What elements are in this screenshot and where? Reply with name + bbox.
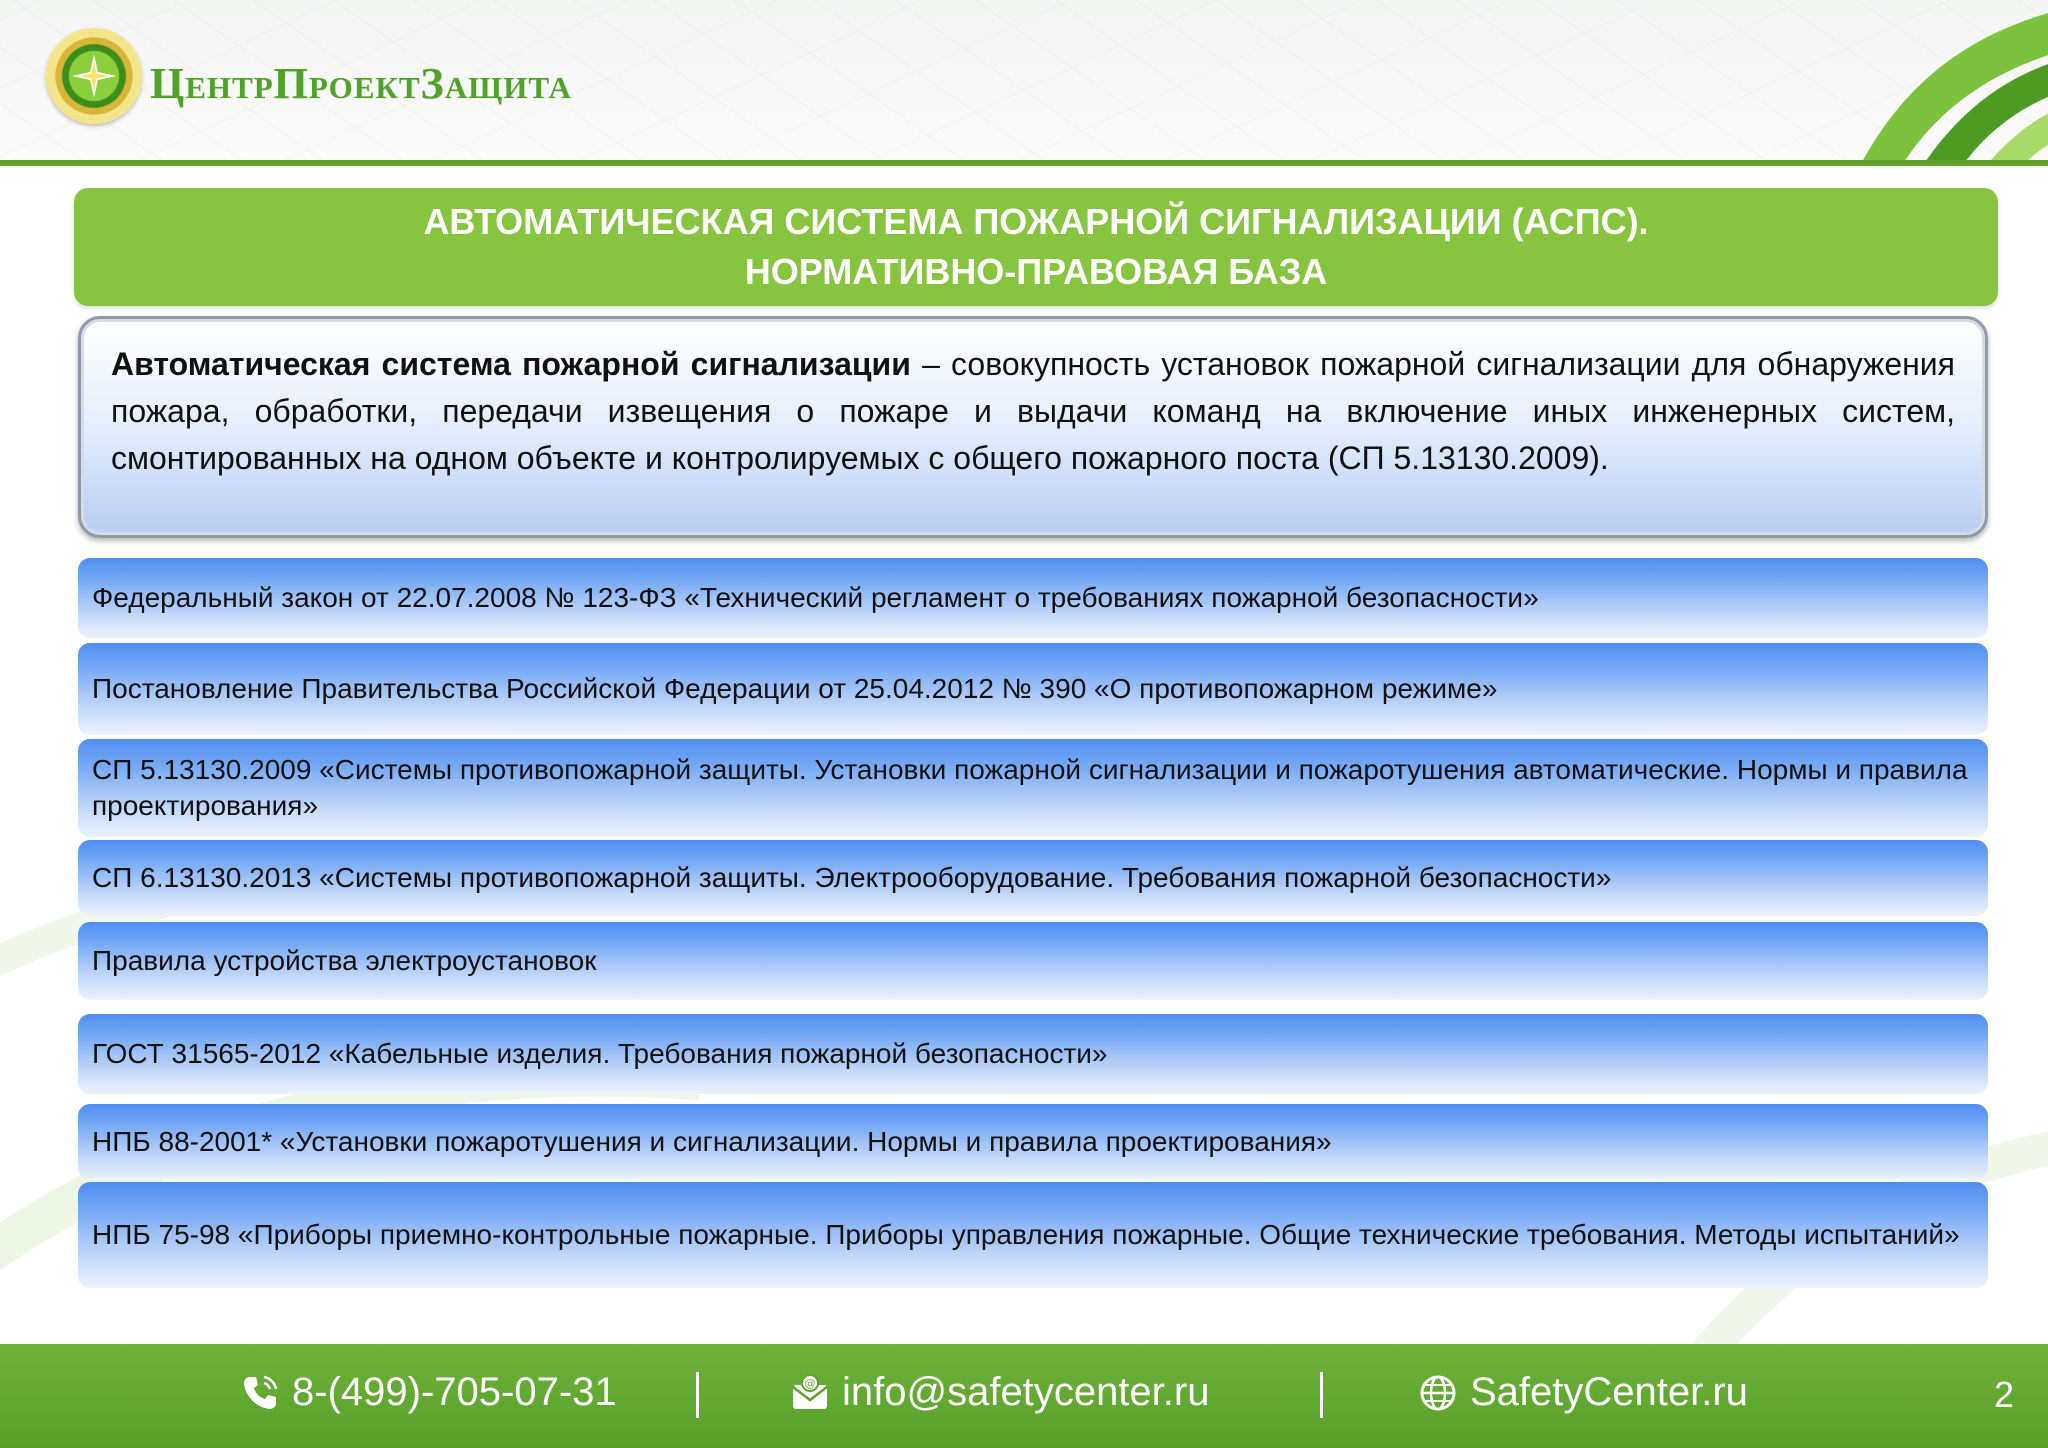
header: [0, 0, 2048, 166]
footer-website: [1418, 1370, 1748, 1415]
slide-title: [74, 188, 1998, 306]
decorative-swoosh: [1808, 0, 2048, 166]
document-item: [78, 922, 1988, 1000]
document-item: [78, 1104, 1988, 1180]
svg-text:@: @: [804, 1376, 816, 1390]
document-item: [78, 558, 1988, 638]
document-text: Федеральный закон от 22.07.2008 № 123-ФЗ «Технический регламент о требованиях пожарной безопасности»: [92, 582, 1539, 613]
definition-term: Автоматическая система пожарной сигнализации: [111, 346, 911, 382]
title-line-1: АВТОМАТИЧЕСКАЯ СИСТЕМА ПОЖАРНОЙ СИГНАЛИЗАЦИИ (АСПС).: [423, 201, 1649, 242]
phone-number[interactable]: 8-(499)-705-07-31: [292, 1370, 617, 1414]
website-link[interactable]: SafetyCenter.ru: [1470, 1370, 1748, 1414]
page-number: 2: [1993, 1374, 2014, 1415]
document-text: СП 6.13130.2013 «Системы противопожарной защиты. Электрооборудование. Требования пожарной безопасности»: [92, 862, 1612, 893]
document-text: НПБ 75-98 «Приборы приемно-контрольные пожарные. Приборы управления пожарные. Общие технические требования. Методы испытаний»: [92, 1219, 1960, 1250]
company-name: ЦентрПроектЗащита: [150, 59, 572, 108]
definition-text: – совокупность установок пожарной сигнализации для обнаружения пожара, обработки, передачи извещения о пожаре и выдачи команд на включение иных инженерных систем, смонтированных на одном объекте и контролируемых с общего пожарного поста (СП 5.13130.2009).: [111, 346, 1956, 476]
footer-separator: [1320, 1372, 1323, 1418]
logo-emblem: [46, 28, 142, 124]
definition-box: [78, 316, 1988, 538]
footer-email: [790, 1370, 1209, 1415]
document-item: [78, 739, 1988, 837]
envelope-icon: [790, 1373, 830, 1413]
email-address[interactable]: info@safetycenter.ru: [842, 1370, 1210, 1414]
document-item: [78, 1014, 1988, 1094]
phone-icon: [240, 1373, 280, 1413]
document-text: СП 5.13130.2009 «Системы противопожарной защиты. Установки пожарной сигнализации и пожаротушения автоматические. Нормы и правила проектирования»: [92, 754, 1968, 821]
compass-star-icon: [72, 54, 116, 98]
footer-separator: [696, 1372, 699, 1418]
document-text: ГОСТ 31565-2012 «Кабельные изделия. Требования пожарной безопасности»: [92, 1038, 1108, 1069]
globe-icon: [1418, 1373, 1458, 1413]
document-item: [78, 1182, 1988, 1288]
title-line-2: НОРМАТИВНО-ПРАВОВАЯ БАЗА: [744, 251, 1328, 292]
document-text: НПБ 88-2001* «Установки пожаротушения и сигнализации. Нормы и правила проектирования»: [92, 1126, 1332, 1157]
document-text: Постановление Правительства Российской Федерации от 25.04.2012 № 390 «О противопожарном режиме»: [92, 673, 1498, 704]
footer: [0, 1344, 2048, 1448]
footer-phone: [240, 1370, 617, 1415]
document-item: [78, 840, 1988, 916]
document-item: [78, 643, 1988, 735]
document-text: Правила устройства электроустановок: [92, 945, 597, 976]
